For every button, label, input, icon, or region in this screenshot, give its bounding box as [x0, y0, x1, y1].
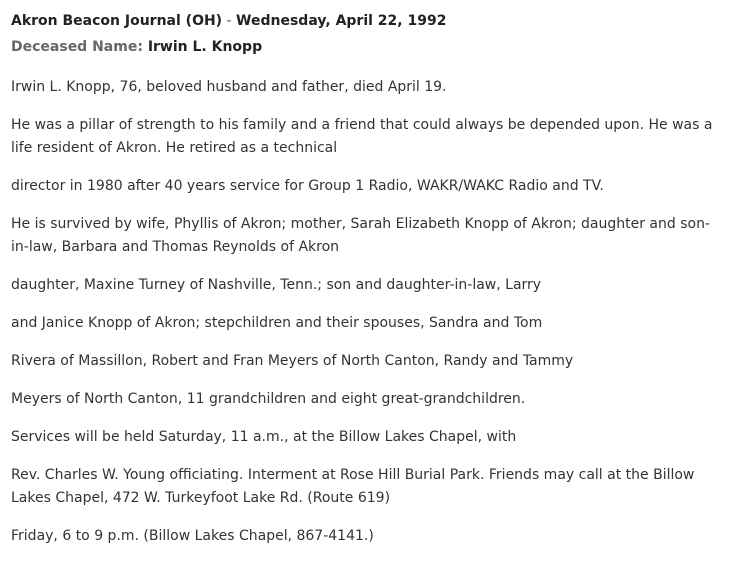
- paragraph-10: Rev. Charles W. Young officiating. Interment at Rose Hill Burial Park. Friends may call at the Billow Lakes Chapel, 472 W. Turkeyfoot Lake Rd. (Route 619): [11, 467, 695, 506]
- paragraph-6: and Janice Knopp of Akron; stepchildren and their spouses, Sandra and Tom: [11, 315, 543, 331]
- obituary-body: [11, 76, 722, 548]
- paragraph-11: Friday, 6 to 9 p.m. (Billow Lakes Chapel, 867-4141.): [11, 528, 374, 544]
- paragraph-4: He is survived by wife, Phyllis of Akron; mother, Sarah Elizabeth Knopp of Akron; daughter and son-in-law, Barbara and Thomas Reynolds of Akron: [11, 216, 710, 255]
- deceased-label: Deceased Name:: [11, 39, 143, 55]
- paragraph-3: director in 1980 after 40 years service for Group 1 Radio, WAKR/WAKC Radio and TV.: [11, 178, 604, 194]
- paragraph-7: Rivera of Massillon, Robert and Fran Meyers of North Canton, Randy and Tammy: [11, 353, 574, 369]
- paragraph-9: Services will be held Saturday, 11 a.m., at the Billow Lakes Chapel, with: [11, 429, 517, 445]
- publication-date: Wednesday, April 22, 1992: [236, 13, 447, 29]
- publication-line: [11, 12, 722, 30]
- deceased-line: [11, 38, 722, 56]
- paragraph-5: daughter, Maxine Turney of Nashville, Tenn.; son and daughter-in-law, Larry: [11, 277, 542, 293]
- publication-name: Akron Beacon Journal (OH): [11, 13, 223, 29]
- paragraph-1: Irwin L. Knopp, 76, beloved husband and father, died April 19.: [11, 79, 447, 95]
- paragraph-2: He was a pillar of strength to his family and a friend that could always be depended upon. He was a life resident of Akron. He retired as a technical: [11, 117, 713, 156]
- paragraph-8: Meyers of North Canton, 11 grandchildren and eight great-grandchildren.: [11, 391, 526, 407]
- deceased-name: Irwin L. Knopp: [147, 39, 263, 55]
- header-separator: -: [222, 13, 237, 29]
